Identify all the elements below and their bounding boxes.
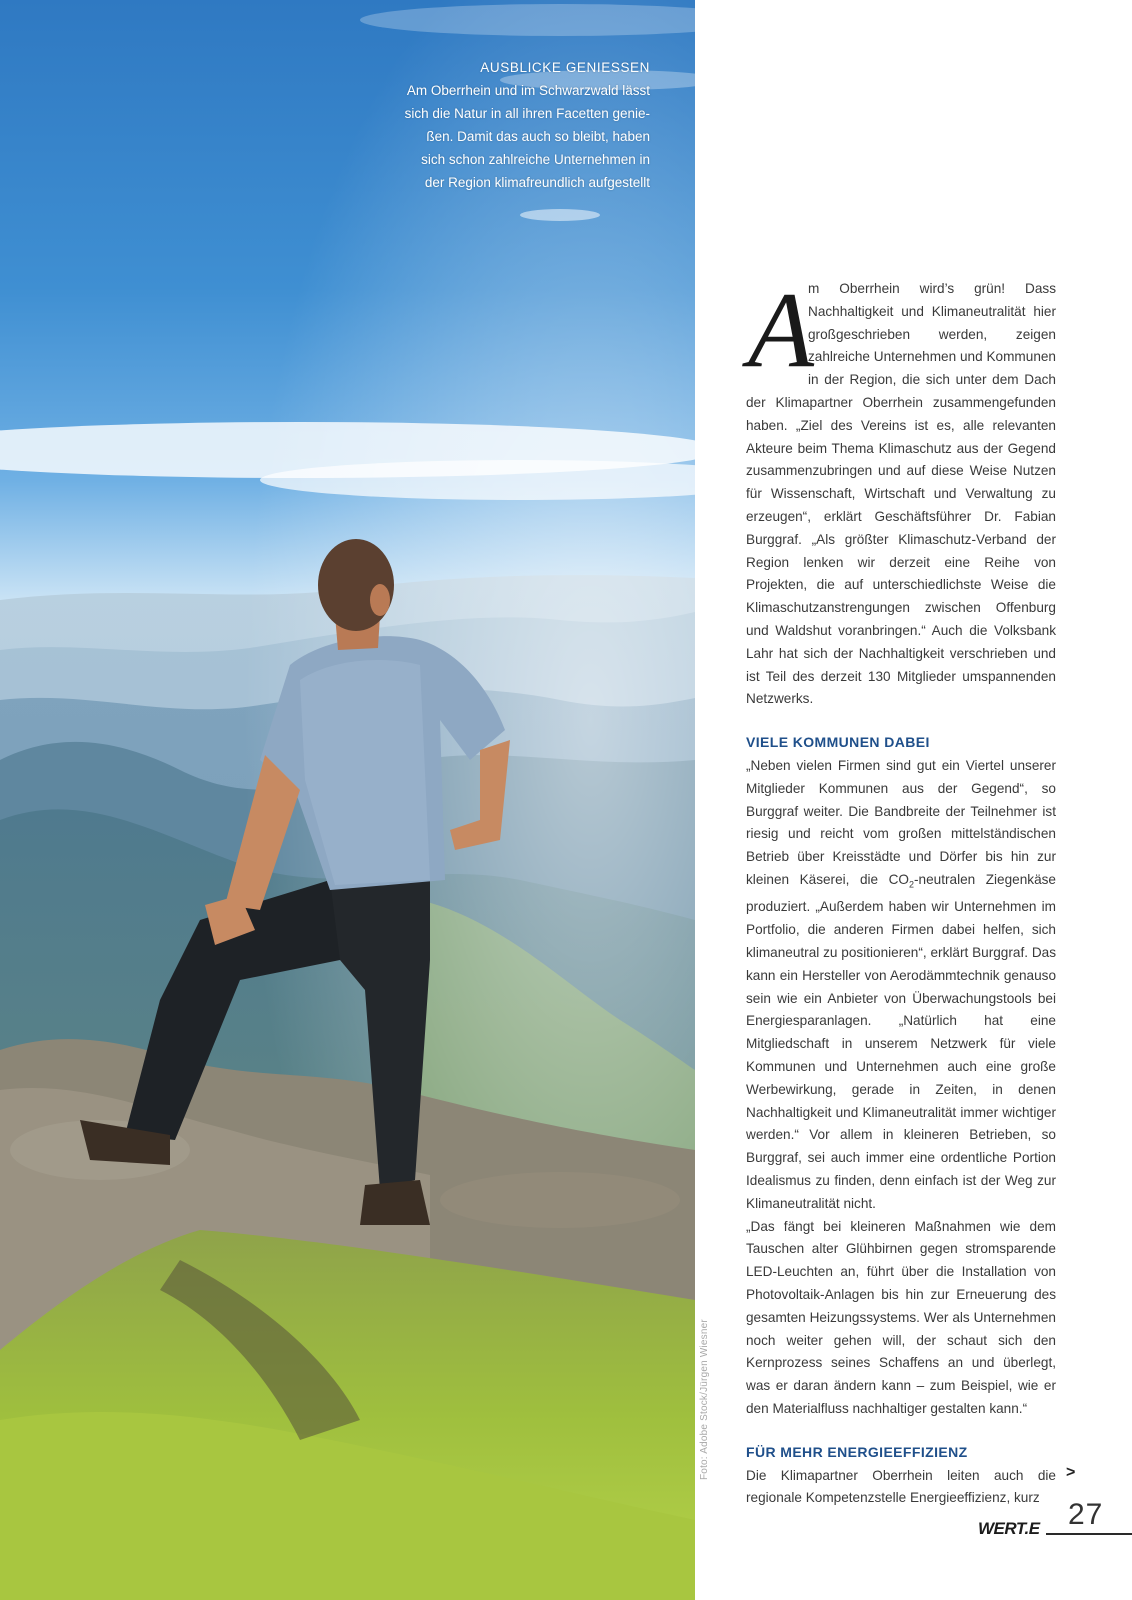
section1-text-a: „Neben vielen Firmen sind gut ein Viertel unserer Mitglieder Kommunen aus der Gegend“, so Burggraf weiter. Die Bandbreite der Teilnehmer ist riesig und reicht vom großen mittelständischen Betrieb über Kreisstädte und Dörfer bis hin zur kleinen Käserei, die CO <box>746 757 1056 887</box>
intro-paragraph <box>746 271 1056 711</box>
section1-text-b: -neutralen Ziegenkäse produziert. „Außerdem haben wir Unternehmen im Portfolio, die anderen Firmen dabei helfen, sich klimaneutral zu positionieren“, erklärt Burggraf. Das kann ein Hersteller von Aerodämmtechnik genauso sein wie ein Anbieter von Überwachungstools bei Energiesparanlagen. „Natürlich hat eine Mitgliedschaft in unserem Netzwerk für viele Kommunen und Unternehmen auch eine große Werbewirkung, gerade in Zeiten, in denen Nachhaltigkeit und Klimaneutralität immer wichtiger werden.“ Vor allem in kleineren Betrieben, so Burggraf, sei auch immer eine ordentliche Portion Idealismus zu finden, denn einfach ist der Weg zur Klimaneutralität nicht. <box>746 871 1056 1211</box>
section2-paragraph-1: Die Klimapartner Oberrhein leiten auch die regionale Kompetenzstelle Energieeffizienz, kurz <box>746 1467 1056 1506</box>
section1-paragraph-2: „Das fängt bei kleineren Maßnahmen wie dem Tauschen alter Glühbirnen gegen stromsparende LED-Leuchten an, führt über die Installation von Photovoltaik-Anlagen bis hin zur Erneuerung des gesamten Heizungssystems. Wer als Unternehmen noch weiter gehen will, der schaut sich den Kernprozess seines Schaffens an und überlegt, was er daran ändern kann – zum Beispiel, wie er den Materialfluss nachhaltiger gestalten kann.“ <box>746 1218 1056 1416</box>
page-number: 27 <box>1068 1498 1104 1531</box>
co2-subscript: 2 <box>908 879 914 890</box>
drop-cap-glyph: A <box>748 271 814 390</box>
caption-line: sich schon zahlreiche Unternehmen in <box>421 152 650 167</box>
photo-credit: Foto: Adobe Stock/Jürgen Wiesner <box>699 1319 710 1480</box>
drop-cap-letter <box>746 271 814 390</box>
caption-title: AUSBLICKE GENIESSEN <box>480 60 650 75</box>
caption-line: der Region klimafreundlich aufgestellt <box>424 175 650 190</box>
article-column <box>746 271 1056 1510</box>
continue-arrow-icon: > <box>1066 1464 1076 1481</box>
section-heading-kommunen: VIELE KOMMUNEN DABEI <box>746 734 930 751</box>
intro-text: m Oberrhein wird’s grün! Dass Nachhaltigkeit und Klimaneutralität hier großgeschrieben werden, zeigen zahlreiche Unternehmen und Kommunen in der Region, die sich unter dem Dach der Klimapartner Oberrhein zusammengefunden haben. „Ziel des Vereins ist es, alle relevanten Akteure beim Thema Klimaschutz aus der Gegend zusammenzubringen und auf diese Weise Nutzen für Wissenschaft, Wirtschaft und Verwaltung zu erzeugen“, erklärt Geschäftsführer Dr. Fabian Burggraf. „Als größter Klimaschutz-Verband der Region lenken wir derzeit eine Reihe von Projekten, die auf unterschiedlichste Weise die Klimaschutzanstrengungen zwischen Offenburg und Waldshut voranbringen.“ Auch die Volksbank Lahr hat sich der Nachhaltigkeit verschrieben und ist Teil des derzeit 130 Mitglieder umspannenden Netzwerks. <box>746 281 1056 707</box>
footer-rule <box>1046 1533 1132 1535</box>
photo-caption <box>360 56 650 194</box>
section1-paragraph-1 <box>746 755 1056 1216</box>
caption-line: ßen. Damit das auch so bleibt, haben <box>426 129 650 144</box>
caption-line: Am Oberrhein und im Schwarzwald lässt <box>406 83 650 98</box>
caption-line: sich die Natur in all ihren Facetten genie- <box>404 106 650 121</box>
section-heading-energieeffizienz: FÜR MEHR ENERGIEEFFIZIENZ <box>746 1443 968 1460</box>
magazine-brand-logo: WERT.E <box>978 1519 1040 1538</box>
